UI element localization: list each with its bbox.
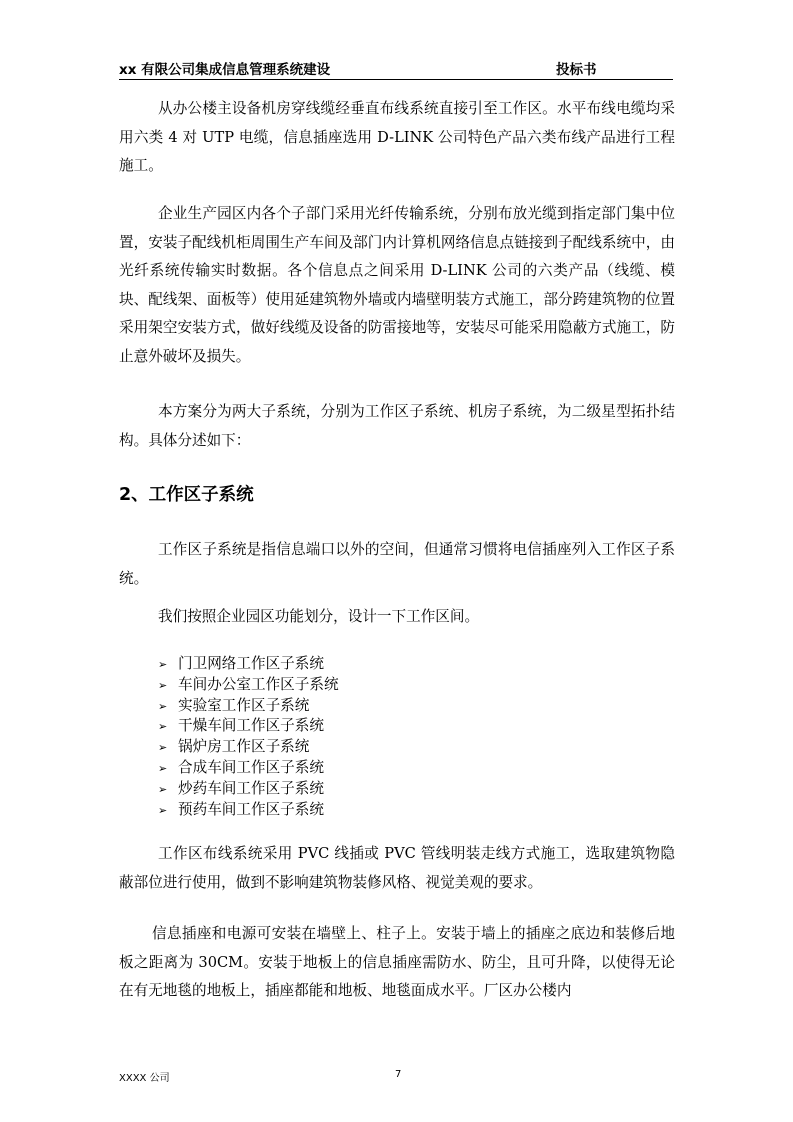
arrow-bullet-icon: ➢ — [158, 782, 168, 796]
footer-company: XXXX 公司 — [119, 1073, 170, 1084]
list-item: ➢ 合成车间工作区子系统 — [158, 758, 339, 779]
arrow-bullet-icon: ➢ — [158, 658, 168, 671]
arrow-bullet-icon: ➢ — [158, 803, 168, 817]
list-item: ➢ 锅炉房工作区子系统 — [158, 737, 339, 758]
header-doc-type: 投标书 — [556, 62, 597, 78]
workarea-list — [158, 654, 339, 820]
arrow-bullet-icon: ➢ — [158, 720, 168, 734]
list-item: ➢ 干燥车间工作区子系统 — [158, 716, 339, 737]
header-divider — [119, 79, 673, 80]
list-item: ➢ 车间办公室工作区子系统 — [158, 675, 339, 696]
page-number: 7 — [395, 1069, 402, 1080]
list-item: ➢ 门卫网络工作区子系统 — [158, 654, 339, 675]
arrow-bullet-icon: ➢ — [158, 761, 168, 775]
wiring-paragraph: 工作区布线系统采用 PVC 线插或 PVC 管线明装走线方式施工，选取建筑物隐蔽部位进行使用，做到不影响建筑物装修风格、视觉美观的要求。 — [119, 845, 675, 891]
page-header — [119, 58, 673, 78]
paragraph-3: 本方案分为两大子系统，分别为工作区子系统、机房子系统，为二级星型拓扑结构。具体分述如下： — [119, 403, 675, 449]
list-item: ➢ 实验室工作区子系统 — [158, 696, 339, 717]
paragraph-2: 企业生产园区内各个子部门采用光纤传输系统，分别布放光缆到指定部门集中位置，安装子配线机柜周围生产车间及部门内计算机网络信息点链接到子配线系统中，由光纤系统传输实时数据。各个信息点之间采用 D-LINK 公司的六类产品（线缆、模块、配线架、面板等）使用延建筑物外墙或内墙壁明装方式施工，部分跨建筑物的位置采用架空安装方式，做好线缆及设备的防雷接地等，安装尽可能采用隐蔽方式施工，防止意外破坏及损失。 — [119, 205, 675, 365]
section-heading: 2、工作区子系统 — [119, 485, 254, 505]
arrow-bullet-icon: ➢ — [158, 678, 168, 692]
list-item: ➢ 预药车间工作区子系统 — [158, 800, 339, 821]
arrow-bullet-icon: ➢ — [158, 741, 168, 755]
list-item: ➢ 炒药车间工作区子系统 — [158, 779, 339, 800]
section-intro-1: 工作区子系统是指信息端口以外的空间，但通常习惯将电信插座列入工作区子系统。 — [119, 541, 675, 587]
paragraph-1: 从办公楼主设备机房穿线缆经垂直布线系统直接引至工作区。水平布线电缆均采用六类 4 对 UTP 电缆，信息插座选用 D-LINK 公司特色产品六类布线产品进行工程施工。 — [119, 100, 675, 174]
outlet-paragraph: 信息插座和电源可安装在墙壁上、柱子上。安装于墙上的插座之底边和装修后地板之距离为 30CM。安装于地板上的信息插座需防水、防尘，且可升降，以使得无论在有无地毯的地板上，插座都能和地板、地毯面成水平。厂区办公楼内 — [119, 925, 675, 999]
header-title: xx 有限公司集成信息管理系统建设 — [119, 62, 331, 78]
section-intro-2: 我们按照企业园区功能划分，设计一下工作区间。 — [158, 608, 480, 625]
arrow-bullet-icon: ➢ — [158, 699, 168, 713]
